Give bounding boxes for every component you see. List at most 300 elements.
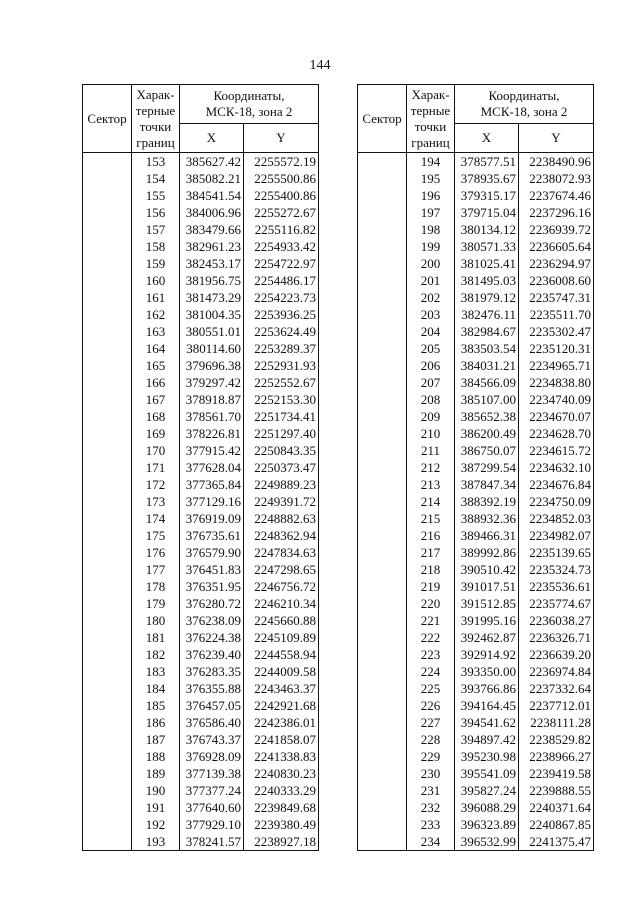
y-coordinate-cell: 2235120.31 (519, 340, 594, 357)
sector-cell (358, 544, 407, 561)
table-row (83, 204, 319, 221)
point-number-cell: 214 (407, 493, 455, 510)
point-number-cell: 157 (132, 221, 180, 238)
y-coordinate-cell: 2244558.94 (244, 646, 319, 663)
table-row (358, 391, 594, 408)
point-number-cell: 158 (132, 238, 180, 255)
point-number-cell: 219 (407, 578, 455, 595)
sector-cell (83, 204, 132, 221)
sector-cell (358, 153, 407, 171)
table-row (83, 459, 319, 476)
x-coordinate-cell: 391017.51 (455, 578, 519, 595)
sector-cell (83, 833, 132, 851)
sector-cell (83, 323, 132, 340)
y-header: Y (519, 124, 594, 153)
sector-cell (358, 714, 407, 731)
y-coordinate-cell: 2250843.35 (244, 442, 319, 459)
sector-cell (358, 799, 407, 816)
x-coordinate-cell: 381979.12 (455, 289, 519, 306)
sector-cell (83, 442, 132, 459)
point-number-cell: 160 (132, 272, 180, 289)
point-number-cell: 194 (407, 153, 455, 171)
sector-cell (358, 408, 407, 425)
y-coordinate-cell: 2242921.68 (244, 697, 319, 714)
y-coordinate-cell: 2234628.70 (519, 425, 594, 442)
sector-header: Сектор (358, 85, 407, 153)
point-number-cell: 156 (132, 204, 180, 221)
point-number-cell: 182 (132, 646, 180, 663)
x-coordinate-cell: 378935.67 (455, 170, 519, 187)
table-row (358, 187, 594, 204)
y-coordinate-cell: 2234838.80 (519, 374, 594, 391)
table-row (358, 221, 594, 238)
sector-cell (83, 595, 132, 612)
point-number-cell: 198 (407, 221, 455, 238)
sector-cell (83, 255, 132, 272)
sector-cell (83, 357, 132, 374)
x-coordinate-cell: 396088.29 (455, 799, 519, 816)
y-coordinate-cell: 2253289.37 (244, 340, 319, 357)
x-coordinate-cell: 376743.37 (180, 731, 244, 748)
table-row (83, 442, 319, 459)
y-coordinate-cell: 2238529.82 (519, 731, 594, 748)
sector-cell (83, 374, 132, 391)
point-number-cell: 162 (132, 306, 180, 323)
sector-cell (83, 578, 132, 595)
point-number-cell: 226 (407, 697, 455, 714)
table-row (358, 238, 594, 255)
y-coordinate-cell: 2236639.20 (519, 646, 594, 663)
x-coordinate-cell: 384031.21 (455, 357, 519, 374)
x-coordinate-cell: 394541.62 (455, 714, 519, 731)
point-number-cell: 204 (407, 323, 455, 340)
sector-cell (358, 782, 407, 799)
table-row (358, 578, 594, 595)
point-number-cell: 228 (407, 731, 455, 748)
y-coordinate-cell: 2255500.86 (244, 170, 319, 187)
x-coordinate-cell: 379297.42 (180, 374, 244, 391)
x-coordinate-cell: 394897.42 (455, 731, 519, 748)
coordinate-table-right (357, 84, 594, 851)
point-number-cell: 206 (407, 357, 455, 374)
point-number-cell: 165 (132, 357, 180, 374)
y-coordinate-cell: 2254223.73 (244, 289, 319, 306)
point-number-cell: 221 (407, 612, 455, 629)
sector-cell (83, 714, 132, 731)
point-number-cell: 200 (407, 255, 455, 272)
y-coordinate-cell: 2252153.30 (244, 391, 319, 408)
table-row (83, 170, 319, 187)
table-row (83, 527, 319, 544)
table-row (83, 816, 319, 833)
table-row (83, 561, 319, 578)
sector-cell (83, 782, 132, 799)
table-row (358, 289, 594, 306)
point-number-cell: 213 (407, 476, 455, 493)
sector-cell (358, 187, 407, 204)
y-coordinate-cell: 2255572.19 (244, 153, 319, 171)
y-coordinate-cell: 2248362.94 (244, 527, 319, 544)
point-number-cell: 168 (132, 408, 180, 425)
sector-cell (83, 476, 132, 493)
sector-cell (358, 731, 407, 748)
y-coordinate-cell: 2240371.64 (519, 799, 594, 816)
y-coordinate-cell: 2236326.71 (519, 629, 594, 646)
x-coordinate-cell: 394164.45 (455, 697, 519, 714)
x-coordinate-cell: 376355.88 (180, 680, 244, 697)
point-number-cell: 177 (132, 561, 180, 578)
sector-cell (358, 476, 407, 493)
y-coordinate-cell: 2241338.83 (244, 748, 319, 765)
point-number-cell: 233 (407, 816, 455, 833)
table-row (358, 425, 594, 442)
x-coordinate-cell: 388932.36 (455, 510, 519, 527)
x-coordinate-cell: 381004.35 (180, 306, 244, 323)
x-coordinate-cell: 385652.38 (455, 408, 519, 425)
x-coordinate-cell: 379696.38 (180, 357, 244, 374)
table-row (358, 680, 594, 697)
sector-cell (358, 204, 407, 221)
sector-cell (83, 153, 132, 171)
x-header: X (180, 124, 244, 153)
table-row (358, 731, 594, 748)
sector-cell (83, 731, 132, 748)
sector-cell (358, 663, 407, 680)
x-coordinate-cell: 384541.54 (180, 187, 244, 204)
table-row (358, 408, 594, 425)
sector-cell (358, 527, 407, 544)
x-coordinate-cell: 378561.70 (180, 408, 244, 425)
table-row (358, 357, 594, 374)
y-coordinate-cell: 2252552.67 (244, 374, 319, 391)
sector-cell (83, 697, 132, 714)
table-row (358, 272, 594, 289)
point-number-cell: 216 (407, 527, 455, 544)
x-coordinate-cell: 389992.86 (455, 544, 519, 561)
coordinates-header: Координаты, МСК-18, зона 2 (180, 85, 319, 124)
x-coordinate-cell: 381956.75 (180, 272, 244, 289)
x-coordinate-cell: 383479.66 (180, 221, 244, 238)
x-coordinate-cell: 376451.83 (180, 561, 244, 578)
table-row (358, 714, 594, 731)
table-row (358, 374, 594, 391)
table-row (83, 748, 319, 765)
y-coordinate-cell: 2234852.03 (519, 510, 594, 527)
y-coordinate-cell: 2236974.84 (519, 663, 594, 680)
x-coordinate-cell: 376283.35 (180, 663, 244, 680)
table-row (83, 493, 319, 510)
point-number-cell: 225 (407, 680, 455, 697)
sector-cell (358, 323, 407, 340)
table-row (83, 833, 319, 851)
y-coordinate-cell: 2234965.71 (519, 357, 594, 374)
table-row (83, 340, 319, 357)
table-row (358, 748, 594, 765)
point-number-cell: 153 (132, 153, 180, 171)
sector-cell (358, 595, 407, 612)
point-number-cell: 191 (132, 799, 180, 816)
sector-cell (83, 493, 132, 510)
sector-cell (83, 680, 132, 697)
sector-cell (358, 833, 407, 851)
point-number-cell: 199 (407, 238, 455, 255)
table-row (83, 595, 319, 612)
table-row (83, 408, 319, 425)
x-coordinate-cell: 393766.86 (455, 680, 519, 697)
sector-cell (358, 255, 407, 272)
x-coordinate-cell: 378577.51 (455, 153, 519, 171)
y-coordinate-cell: 2245109.89 (244, 629, 319, 646)
table-row (83, 476, 319, 493)
x-coordinate-cell: 390510.42 (455, 561, 519, 578)
point-number-cell: 169 (132, 425, 180, 442)
table-row (83, 714, 319, 731)
y-coordinate-cell: 2246756.72 (244, 578, 319, 595)
sector-cell (358, 680, 407, 697)
table-row (83, 629, 319, 646)
x-coordinate-cell: 376919.09 (180, 510, 244, 527)
point-number-cell: 231 (407, 782, 455, 799)
x-coordinate-cell: 380571.33 (455, 238, 519, 255)
y-coordinate-cell: 2234740.09 (519, 391, 594, 408)
point-number-cell: 224 (407, 663, 455, 680)
sector-cell (83, 629, 132, 646)
x-coordinate-cell: 380551.01 (180, 323, 244, 340)
table-row (358, 697, 594, 714)
y-coordinate-cell: 2235774.67 (519, 595, 594, 612)
y-coordinate-cell: 2235511.70 (519, 306, 594, 323)
table-row (358, 561, 594, 578)
table-row (83, 255, 319, 272)
point-number-cell: 184 (132, 680, 180, 697)
y-coordinate-cell: 2252931.93 (244, 357, 319, 374)
table-row (358, 612, 594, 629)
y-coordinate-cell: 2244009.58 (244, 663, 319, 680)
y-coordinate-cell: 2253624.49 (244, 323, 319, 340)
y-coordinate-cell: 2235536.61 (519, 578, 594, 595)
table-row (358, 340, 594, 357)
x-coordinate-cell: 395541.09 (455, 765, 519, 782)
x-coordinate-cell: 376239.40 (180, 646, 244, 663)
table-row (83, 357, 319, 374)
x-coordinate-cell: 389466.31 (455, 527, 519, 544)
sector-cell (358, 272, 407, 289)
x-coordinate-cell: 392462.87 (455, 629, 519, 646)
sector-cell (358, 306, 407, 323)
point-number-cell: 173 (132, 493, 180, 510)
x-coordinate-cell: 381495.03 (455, 272, 519, 289)
sector-cell (358, 561, 407, 578)
y-coordinate-cell: 2240867.85 (519, 816, 594, 833)
table-row (83, 289, 319, 306)
y-coordinate-cell: 2234676.84 (519, 476, 594, 493)
x-coordinate-cell: 378918.87 (180, 391, 244, 408)
x-coordinate-cell: 377139.38 (180, 765, 244, 782)
table-row (83, 544, 319, 561)
y-coordinate-cell: 2240333.29 (244, 782, 319, 799)
y-coordinate-cell: 2234750.09 (519, 493, 594, 510)
y-coordinate-cell: 2254722.97 (244, 255, 319, 272)
sector-cell (83, 544, 132, 561)
table-row (83, 799, 319, 816)
point-number-cell: 161 (132, 289, 180, 306)
table-row (83, 697, 319, 714)
table-row (358, 646, 594, 663)
x-coordinate-cell: 393350.00 (455, 663, 519, 680)
table-row (83, 646, 319, 663)
table-row (358, 442, 594, 459)
point-number-cell: 164 (132, 340, 180, 357)
table-row (358, 493, 594, 510)
sector-cell (83, 799, 132, 816)
sector-cell (83, 272, 132, 289)
x-coordinate-cell: 384006.96 (180, 204, 244, 221)
sector-cell (358, 765, 407, 782)
point-number-cell: 222 (407, 629, 455, 646)
sector-cell (83, 187, 132, 204)
sector-cell (358, 374, 407, 391)
x-coordinate-cell: 377915.42 (180, 442, 244, 459)
y-coordinate-cell: 2237296.16 (519, 204, 594, 221)
y-coordinate-cell: 2238490.96 (519, 153, 594, 171)
table-row (358, 459, 594, 476)
sector-cell (83, 765, 132, 782)
sector-cell (83, 289, 132, 306)
table-row (358, 510, 594, 527)
point-number-cell: 208 (407, 391, 455, 408)
sector-cell (358, 221, 407, 238)
table-row (358, 765, 594, 782)
x-coordinate-cell: 377628.04 (180, 459, 244, 476)
table-row (83, 425, 319, 442)
sector-cell (83, 170, 132, 187)
sector-cell (358, 578, 407, 595)
sector-cell (358, 442, 407, 459)
point-number-cell: 223 (407, 646, 455, 663)
point-number-cell: 203 (407, 306, 455, 323)
y-coordinate-cell: 2236939.72 (519, 221, 594, 238)
y-coordinate-cell: 2251297.40 (244, 425, 319, 442)
x-coordinate-cell: 376457.05 (180, 697, 244, 714)
point-number-cell: 230 (407, 765, 455, 782)
point-number-cell: 185 (132, 697, 180, 714)
point-number-cell: 171 (132, 459, 180, 476)
point-number-cell: 175 (132, 527, 180, 544)
coordinate-table-left (82, 84, 319, 851)
point-number-cell: 229 (407, 748, 455, 765)
sector-cell (358, 748, 407, 765)
table-row (358, 595, 594, 612)
x-coordinate-cell: 378241.57 (180, 833, 244, 851)
table-row (83, 731, 319, 748)
sector-cell (358, 425, 407, 442)
sector-cell (358, 697, 407, 714)
y-coordinate-cell: 2234670.07 (519, 408, 594, 425)
coordinates-header: Координаты, МСК-18, зона 2 (455, 85, 594, 124)
y-coordinate-cell: 2238966.27 (519, 748, 594, 765)
x-coordinate-cell: 385082.21 (180, 170, 244, 187)
point-number-cell: 218 (407, 561, 455, 578)
point-number-cell: 180 (132, 612, 180, 629)
table-row (358, 629, 594, 646)
y-coordinate-cell: 2236294.97 (519, 255, 594, 272)
point-number-cell: 193 (132, 833, 180, 851)
sector-cell (358, 391, 407, 408)
y-coordinate-cell: 2254933.42 (244, 238, 319, 255)
table-row (358, 323, 594, 340)
point-number-cell: 205 (407, 340, 455, 357)
point-number-cell: 196 (407, 187, 455, 204)
point-number-cell: 170 (132, 442, 180, 459)
point-number-cell: 176 (132, 544, 180, 561)
x-coordinate-cell: 377377.24 (180, 782, 244, 799)
point-number-cell: 201 (407, 272, 455, 289)
point-number-cell: 172 (132, 476, 180, 493)
x-coordinate-cell: 391512.85 (455, 595, 519, 612)
y-coordinate-cell: 2239888.55 (519, 782, 594, 799)
x-coordinate-cell: 381473.29 (180, 289, 244, 306)
y-coordinate-cell: 2235139.65 (519, 544, 594, 561)
point-number-cell: 190 (132, 782, 180, 799)
point-number-cell: 211 (407, 442, 455, 459)
sector-cell (83, 391, 132, 408)
x-coordinate-cell: 376238.09 (180, 612, 244, 629)
table-row (358, 663, 594, 680)
table-row (83, 238, 319, 255)
point-number-cell: 227 (407, 714, 455, 731)
point-number-cell: 195 (407, 170, 455, 187)
table-row (83, 391, 319, 408)
y-coordinate-cell: 2234615.72 (519, 442, 594, 459)
point-number-cell: 232 (407, 799, 455, 816)
point-number-cell: 155 (132, 187, 180, 204)
y-coordinate-cell: 2237332.64 (519, 680, 594, 697)
y-coordinate-cell: 2239419.58 (519, 765, 594, 782)
point-number-cell: 159 (132, 255, 180, 272)
x-coordinate-cell: 392914.92 (455, 646, 519, 663)
y-coordinate-cell: 2247298.65 (244, 561, 319, 578)
sector-cell (358, 238, 407, 255)
x-coordinate-cell: 395230.98 (455, 748, 519, 765)
sector-cell (83, 748, 132, 765)
x-coordinate-cell: 386200.49 (455, 425, 519, 442)
x-coordinate-cell: 378226.81 (180, 425, 244, 442)
x-coordinate-cell: 382984.67 (455, 323, 519, 340)
sector-cell (83, 646, 132, 663)
x-coordinate-cell: 377129.16 (180, 493, 244, 510)
y-coordinate-cell: 2243463.37 (244, 680, 319, 697)
point-number-cell: 209 (407, 408, 455, 425)
sector-cell (83, 340, 132, 357)
y-coordinate-cell: 2254486.17 (244, 272, 319, 289)
y-coordinate-cell: 2241858.07 (244, 731, 319, 748)
x-coordinate-cell: 376586.40 (180, 714, 244, 731)
x-coordinate-cell: 382453.17 (180, 255, 244, 272)
table-row (358, 782, 594, 799)
x-coordinate-cell: 387299.54 (455, 459, 519, 476)
x-coordinate-cell: 388392.19 (455, 493, 519, 510)
point-number-cell: 207 (407, 374, 455, 391)
point-number-cell: 212 (407, 459, 455, 476)
x-coordinate-cell: 376280.72 (180, 595, 244, 612)
sector-cell (83, 408, 132, 425)
sector-cell (83, 663, 132, 680)
sector-cell (83, 561, 132, 578)
point-header: Харак- терные точки границ (407, 85, 455, 153)
y-coordinate-cell: 2245660.88 (244, 612, 319, 629)
y-header: Y (244, 124, 319, 153)
table-row (83, 187, 319, 204)
